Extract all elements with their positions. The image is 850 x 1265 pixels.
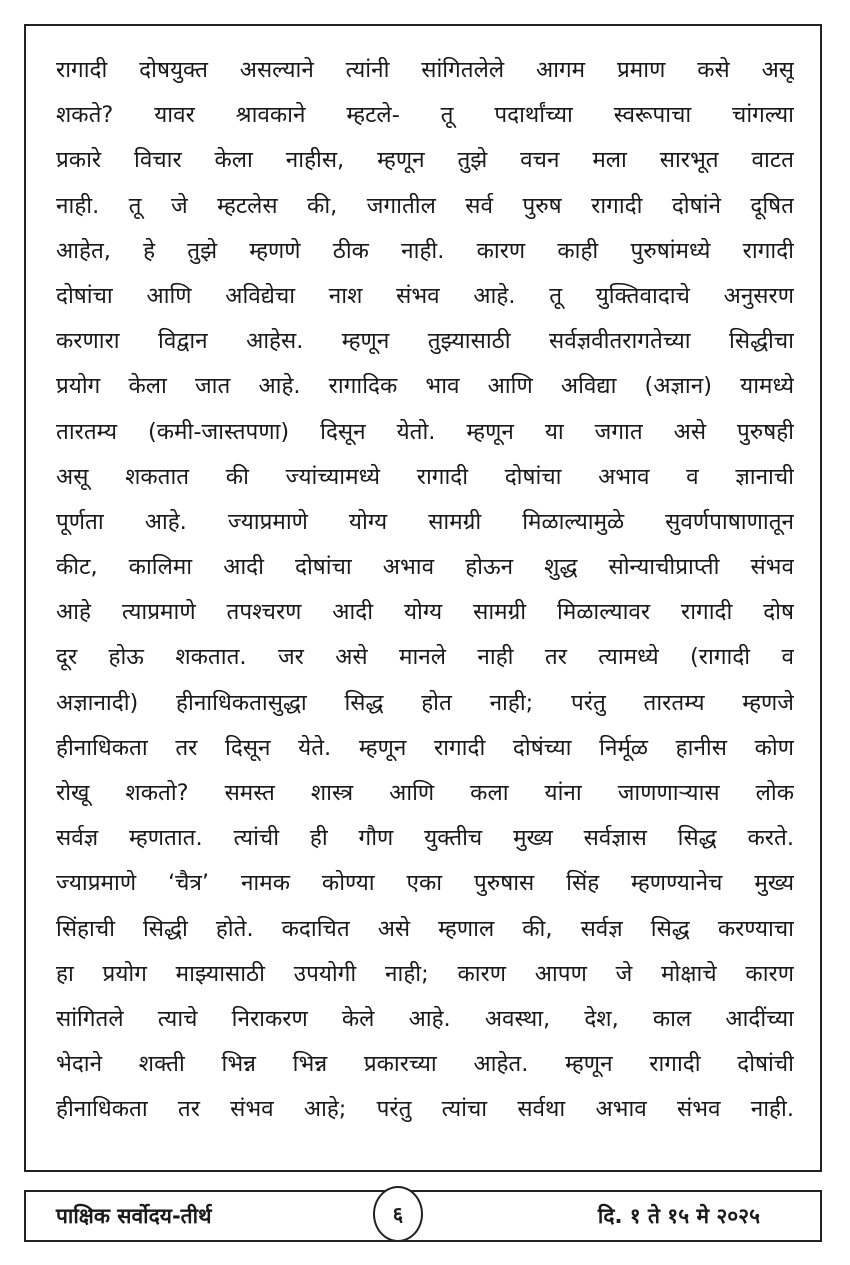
content-frame — [24, 24, 822, 1172]
text-line: नाही. तू जे म्हटलेस की, जगातील सर्व पुरुष रागादी दोषांने दूषित — [56, 192, 794, 219]
text-line: भेदाने शक्ती भिन्न भिन्न प्रकारच्या आहेत. म्हणून रागादी दोषांची — [56, 1051, 794, 1078]
text-line: सर्वज्ञ म्हणतात. त्यांची ही गौण युक्तीच मुख्य सर्वज्ञास सिद्ध करते. — [56, 825, 794, 852]
text-line: सांगितले त्याचे निराकरण केले आहे. अवस्था, देश, काल आदींच्या — [56, 1005, 794, 1032]
text-line: पूर्णता आहे. ज्याप्रमाणे योग्य सामग्री मिळाल्यामुळे सुवर्णपाषाणातून — [56, 508, 794, 535]
text-line: असू शकतात की ज्यांच्यामध्ये रागादी दोषांचा अभाव व ज्ञानाची — [56, 463, 794, 490]
text-line: ज्याप्रमाणे ‘चैत्र’ नामक कोण्या एका पुरुषास सिंह म्हणण्यानेच मुख्य — [56, 870, 794, 897]
text-line: दूर होऊ शकतात. जर असे मानले नाही तर त्यामध्ये (रागादी व — [56, 644, 794, 671]
text-line: प्रयोग केला जात आहे. रागादिक भाव आणि अविद्या (अज्ञान) यामध्ये — [56, 373, 794, 400]
text-line: तारतम्य (कमी-जास्तपणा) दिसून येतो. म्हणून या जगात असे पुरुषही — [56, 418, 794, 445]
text-line: आहेत, हे तुझे म्हणणे ठीक नाही. कारण काही पुरुषांमध्ये रागादी — [56, 237, 794, 264]
body-text — [56, 48, 794, 1133]
page-number: ६ — [373, 1186, 423, 1242]
text-line: सिंहाची सिद्धी होते. कदाचित असे म्हणाल की, सर्वज्ञ सिद्ध करण्याचा — [56, 915, 794, 942]
issue-date: दि. १ ते १५ मे २०२५ — [597, 1204, 760, 1228]
text-line: करणारा विद्वान आहेस. म्हणून तुझ्यासाठी सर्वज्ञवीतरागतेच्या सिद्धीचा — [56, 328, 794, 355]
text-line: शकते? यावर श्रावकाने म्हटले- तू पदार्थांच्या स्वरूपाचा चांगल्या — [56, 102, 794, 129]
text-line: अज्ञानादी) हीनाधिकतासुद्धा सिद्ध होत नाही; परंतु तारतम्य म्हणजे — [56, 689, 794, 716]
text-line: कीट, कालिमा आदी दोषांचा अभाव होऊन शुद्ध सोन्याचीप्राप्ती संभव — [56, 554, 794, 581]
footer-bar — [24, 1190, 822, 1242]
publication-name: पाक्षिक सर्वोदय-तीर्थ — [56, 1204, 212, 1228]
text-line: दोषांचा आणि अविद्येचा नाश संभव आहे. तू युक्तिवादाचे अनुसरण — [56, 282, 794, 309]
text-line: हीनाधिकता तर संभव आहे; परंतु त्यांचा सर्वथा अभाव संभव नाही. — [56, 1096, 794, 1123]
text-line: रोखू शकतो? समस्त शास्त्र आणि कला यांना जाणणाऱ्यास लोक — [56, 780, 794, 806]
text-line: हीनाधिकता तर दिसून येते. म्हणून रागादी दोषंच्या निर्मूळ हानीस कोण — [56, 734, 794, 761]
text-line: आहे त्याप्रमाणे तपश्चरण आदी योग्य सामग्री मिळाल्यावर रागादी दोष — [56, 599, 794, 626]
text-line: रागादी दोषयुक्त असल्याने त्यांनी सांगितलेले आगम प्रमाण कसे असू — [56, 57, 794, 83]
text-line: हा प्रयोग माझ्यासाठी उपयोगी नाही; कारण आपण जे मोक्षाचे कारण — [56, 960, 794, 987]
text-line: प्रकारे विचार केला नाहीस, म्हणून तुझे वचन मला सारभूत वाटत — [56, 147, 794, 174]
